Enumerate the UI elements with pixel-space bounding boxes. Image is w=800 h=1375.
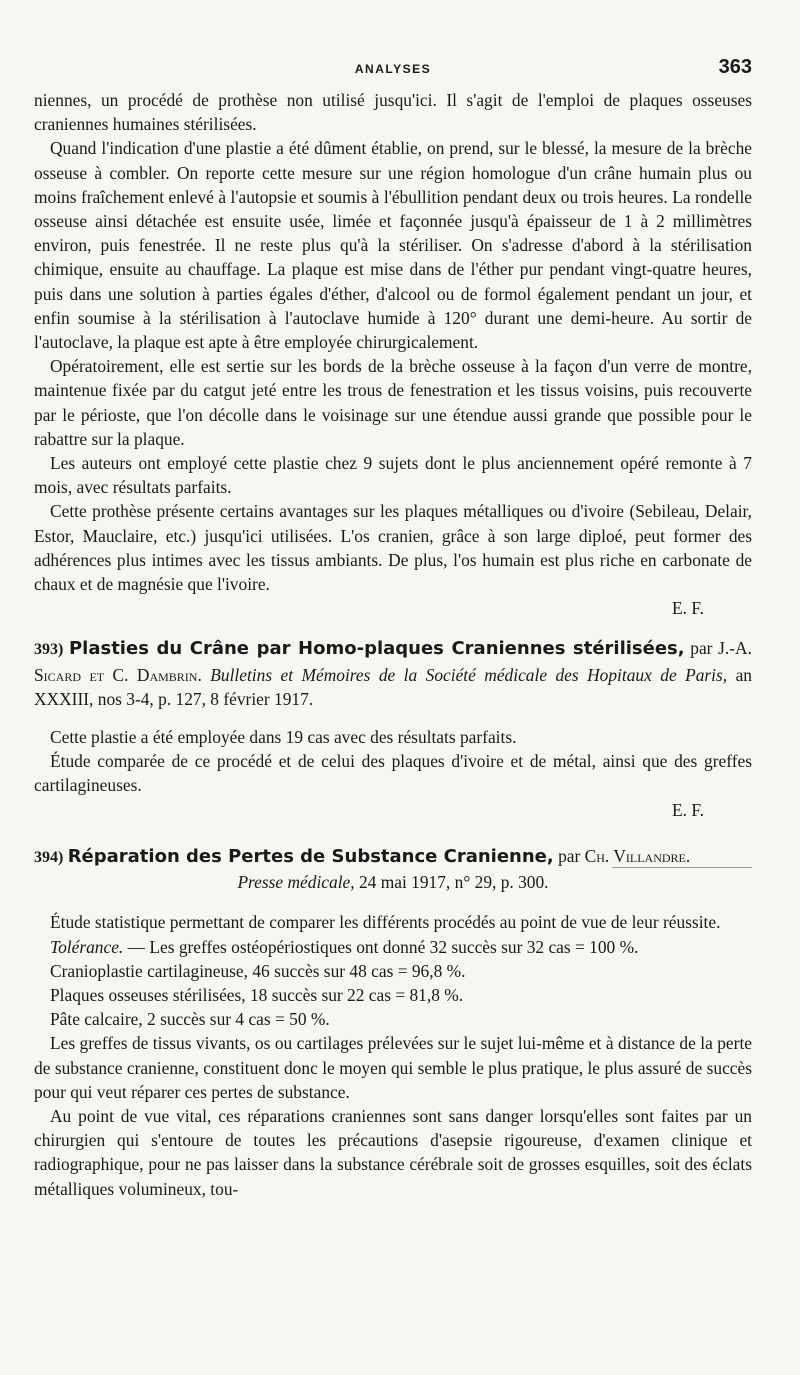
tolerance-label: Tolérance. bbox=[50, 936, 124, 957]
running-title: ANALYSES bbox=[354, 62, 432, 76]
paragraph: Cette prothèse présente certains avantages sur les plaques métalliques ou d'ivoire (Sebileau, Delair, Estor, Mauclaire, etc.) jusqu'ici utilisées. L'os cranien, grâce à son large diploé, peut former des adhérences plus intimes avec les tissus ambiants. De plus, l'os humain est plus riche en carbonate de chaux et de magnésie que l'ivoire. bbox=[34, 501, 752, 595]
entry-393 bbox=[34, 636, 752, 821]
entry-heading bbox=[34, 636, 752, 711]
stat-line: Plaques osseuses stérilisées, 18 succès sur 22 cas = 81,8 %. bbox=[50, 984, 464, 1005]
page bbox=[34, 54, 752, 1201]
paragraph: Les greffes de tissus vivants, os ou cartilages prélevées sur le sujet lui-même et à distance de la perte de substance cranienne, constituent donc le moyen qui semble le plus pratique, le plus assuré de succès pour qui veut réparer ces pertes de substance. bbox=[34, 1033, 752, 1102]
entry-journal: Presse médicale, bbox=[237, 872, 355, 893]
signature: E. F. bbox=[672, 598, 704, 619]
tolerance-text: — Les greffes ostéopériostiques ont donné 32 succès sur 32 cas = 100 %. bbox=[127, 936, 639, 957]
entry-number: 394) bbox=[34, 848, 64, 866]
tolerance-paragraph bbox=[34, 935, 752, 959]
by-word: par bbox=[558, 845, 581, 866]
paragraph: Étude statistique permettant de comparer les différents procédés au point de vue de leur réussite. bbox=[50, 912, 721, 933]
paragraph: Quand l'indication d'une plastie a été dûment établie, on prend, sur le blessé, la mesure de la brèche osseuse à combler. On reporte cette mesure sur une région homologue d'un crâne humain plus ou moins fraîchement enlevé à l'autopsie et soumis à l'ébullition pendant deux ou trois heures. La rondelle osseuse ainsi détachée est ensuite usée, limée et façonnée jusqu'à épaisseur de 1 à 2 millimètres environ, puis fenestrée. Il ne reste plus qu'à la stériliser. On s'adresse d'abord à la stérilisation chimique, ensuite au chauffage. La plaque est mise dans de l'éther pur pendant vingt-quatre heures, puis dans une solution à parties égales d'éther, d'alcool ou de formol également pendant un jour, et enfin soumise à la stérilisation à l'autoclave humide à 120° durant une demi-heure. Au sortir de l'autoclave, la plaque est apte à être employée chirurgicalement. bbox=[34, 138, 752, 353]
stat-line: Pâte calcaire, 2 succès sur 4 cas = 50 %. bbox=[50, 1009, 330, 1030]
entry-citation: an XXXIII, nos 3-4, p. 127, 8 février 1917. bbox=[34, 664, 752, 709]
article-body bbox=[34, 88, 752, 1201]
entry-number: 393) bbox=[34, 641, 64, 659]
entry-journal: Bulletins et Mémoires de la Société médicale des Hopitaux de Paris, bbox=[210, 664, 728, 685]
entry-394 bbox=[34, 844, 752, 1201]
paragraph: niennes, un procédé de prothèse non utilisé jusqu'ici. Il s'agit de l'emploi de plaques osseuses craniennes humaines stérilisées. bbox=[34, 90, 752, 135]
entry-title: Plasties du Crâne par Homo-plaques Craniennes stérilisées, bbox=[68, 638, 685, 660]
entry-author: Ch. Villandre. bbox=[584, 845, 691, 866]
entry-citation: 24 mai 1917, n° 29, p. 300. bbox=[358, 872, 549, 893]
signature: E. F. bbox=[672, 799, 704, 820]
paragraph: Au point de vue vital, ces réparations craniennes sont sans danger lorsqu'elles sont faites par un chirurgien qui s'entoure de toutes les précautions d'asepsie rigoureuse, d'examen clinique et radiographique, pour ne pas laisser dans la substance cérébrale soit de grosses esquilles, soit des éclats métalliques volumineux, tou- bbox=[34, 1105, 752, 1199]
paragraph: Cette plastie a été employée dans 19 cas avec des résultats parfaits. bbox=[50, 727, 517, 748]
paragraph: Étude comparée de ce procédé et de celui des plaques d'ivoire et de métal, ainsi que des greffes cartilagineuses. bbox=[34, 751, 752, 796]
stat-line: Cranioplastie cartilagineuse, 46 succès sur 48 cas = 96,8 %. bbox=[50, 960, 466, 981]
by-word: par bbox=[690, 638, 713, 659]
entry-reference bbox=[34, 870, 752, 894]
entry-heading bbox=[34, 844, 752, 870]
page-header bbox=[34, 54, 752, 88]
paragraph: Les auteurs ont employé cette plastie chez 9 sujets dont le plus anciennement opéré remonte à 7 mois, avec résultats parfaits. bbox=[34, 453, 752, 498]
entry-authors: J.-A. Sicard et C. Dambrin. bbox=[34, 638, 752, 685]
entry-title: Réparation des Pertes de Substance Cranienne, bbox=[67, 845, 554, 867]
paragraph: Opératoirement, elle est sertie sur les bords de la brèche osseuse à la façon d'un verre de montre, maintenue fixée par du catgut jeté entre les trous de fenestration et les tissus voisins, puis recouverte par le périoste, que l'on décolle dans le voisinage sur une étendue aussi grande que possible pour le rabattre sur la plaque. bbox=[34, 356, 752, 449]
page-number: 363 bbox=[718, 56, 752, 78]
